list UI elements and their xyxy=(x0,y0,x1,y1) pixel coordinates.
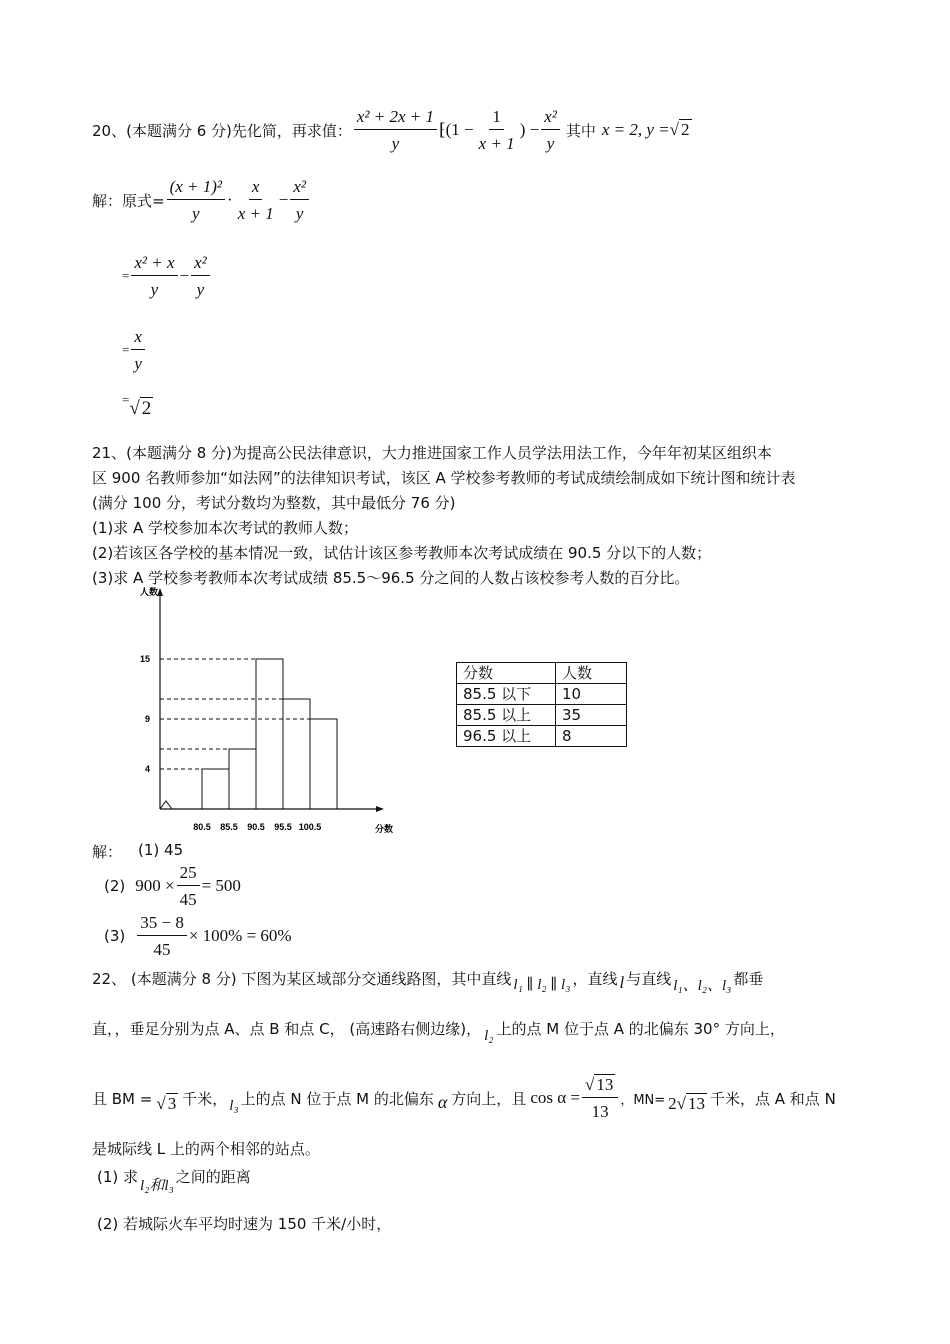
q22-mn-value: 2√ 13 xyxy=(668,1094,705,1114)
q22-alpha: α xyxy=(437,1091,448,1112)
q21-ans3-right: × 100% = 60% xyxy=(188,926,292,946)
q20-solution-step2 xyxy=(122,252,212,301)
q22-line3 xyxy=(92,1074,836,1123)
q20-solution-step4 xyxy=(122,392,153,420)
q20-s4-sqrt: √ 2 xyxy=(129,398,152,419)
q22-bm-sqrt: √ 3 xyxy=(156,1094,177,1114)
q20-expression xyxy=(352,106,562,155)
x-tick-label: 90.5 xyxy=(247,822,265,832)
y-tick-label: 15 xyxy=(139,654,150,664)
q20-values: x = 2, y = xyxy=(601,120,670,140)
histogram-bar xyxy=(310,719,337,809)
q20-s1-f2-den: x + 1 xyxy=(237,204,274,224)
q21-ans2-num: 25 xyxy=(177,862,200,886)
q20-s1-f1-den: y xyxy=(192,204,200,224)
q22-line3e: ，MN= xyxy=(620,1092,666,1108)
q20-s1-f3-num: x² xyxy=(290,176,309,200)
q20-s2-f2-den: y xyxy=(196,280,205,300)
y-tick-label: 4 xyxy=(144,764,150,774)
q20-s4-eq: = xyxy=(122,392,130,407)
table-cell: 96.5 以上 xyxy=(457,726,556,747)
table-header-count: 人数 xyxy=(556,663,627,684)
q20-frac1-den: y xyxy=(391,134,400,154)
q20-s2-f1-num: x² + x xyxy=(131,252,177,276)
table-cell: 10 xyxy=(556,684,627,705)
q20-s1-f3-den: y xyxy=(295,204,304,224)
q22-line1b: ，直线 xyxy=(572,970,618,988)
q22-line2 xyxy=(92,1018,785,1044)
q20-frac2-num: 1 xyxy=(489,106,504,130)
q20-s3-eq: = xyxy=(122,342,130,358)
q21-ans2-label: (2) xyxy=(104,877,126,896)
q20-solution-step3 xyxy=(122,326,147,375)
q20-frac3-den: y xyxy=(546,134,555,154)
histogram-bar xyxy=(202,769,229,809)
y-axis-label: 人数 xyxy=(139,588,158,598)
histogram-chart xyxy=(120,582,410,837)
q22-l: l xyxy=(619,972,625,992)
q21-ans2-left: 900 × xyxy=(135,876,175,896)
q21-ans2-den: 45 xyxy=(179,890,197,910)
q20-s1-dot: · xyxy=(227,190,233,210)
score-table xyxy=(456,662,627,747)
q22-line1a: 22、 (本题满分 8 分) 下图为某区域部分交通线路图，其中直线 xyxy=(92,970,512,988)
q21-answer1 xyxy=(92,841,183,862)
q20-s2-eq: = xyxy=(122,268,130,284)
q21-answer2 xyxy=(104,862,241,911)
histogram-bar xyxy=(229,749,256,809)
table-row xyxy=(457,705,627,726)
q20-s3-num: x xyxy=(131,326,145,350)
q20-frac3-num: x² xyxy=(541,106,560,130)
q22-line2a: 直，，垂足分别为点 A、点 B 和点 C， (高速路右侧边缘)， xyxy=(92,1020,482,1038)
q22-line3b: 千米， xyxy=(182,1089,228,1108)
histogram-layer xyxy=(140,586,393,835)
table-cell: 85.5 以上 xyxy=(457,705,556,726)
q20-sol-label: 解：原式= xyxy=(92,191,165,210)
q20-s2-minus: − xyxy=(179,266,190,286)
q22-line3a: 且 BM = xyxy=(92,1089,153,1108)
q21-ans3-label: (3) xyxy=(104,927,126,946)
q20-frac2-den: x + 1 xyxy=(478,134,515,154)
q21-ans3-num: 35 − 8 xyxy=(137,912,187,936)
q20-where: 其中 xyxy=(565,121,596,140)
q20-frac1-num: x² + 2x + 1 xyxy=(354,106,437,130)
table-cell: 85.5 以下 xyxy=(457,684,556,705)
q22-l-list: l₁、l₂、l₃ xyxy=(673,978,732,994)
q22-item1-math: l₂和l₃ xyxy=(140,1178,174,1194)
q22-line2b: 上的点 M 位于点 A 的北偏东 30° 方向上， xyxy=(496,1020,785,1038)
q21-sol-label: 解： xyxy=(92,843,123,861)
q21-line2: 区 900 名教师参加“如法网”的法律知识考试，该区 A 学校参考教师的考试成绩绘制成如下统计图和统计表 xyxy=(92,469,796,487)
q20-s2-f1-den: y xyxy=(150,280,159,300)
q21-item3: (3)求 A 学校参考教师本次考试成绩 85.5～96.5 分之间的人数占该校参考人数的百分比。 xyxy=(92,569,690,587)
q20-header: 20、(本题满分 6 分)先化简，再求值： xyxy=(92,121,352,140)
q22-l3: l₃ xyxy=(229,1097,239,1114)
q21-ans2-right: = 500 xyxy=(201,876,241,896)
q20-close: ) − xyxy=(519,120,540,140)
q22-item2: (2) 若城际火车平均时速为 150 千米/小时， xyxy=(97,1215,392,1233)
q20-s1-f2-num: x xyxy=(249,176,263,200)
q22-line4: 是城际线 L 上的两个相邻的站点。 xyxy=(92,1140,320,1158)
q22-item1 xyxy=(97,1166,251,1194)
q20-s1-minus: − xyxy=(278,190,289,210)
q21-item1: (1)求 A 学校参加本次考试的教师人数； xyxy=(92,519,359,537)
table-header-score: 分数 xyxy=(457,663,556,684)
q22-line1d: 都垂 xyxy=(733,970,764,988)
q22-cos-left: cos α = xyxy=(530,1088,580,1108)
q22-line1c: 与直线 xyxy=(626,970,672,988)
x-tick-label: 80.5 xyxy=(193,822,211,832)
x-axis-label: 分数 xyxy=(374,825,394,835)
table-row xyxy=(457,726,627,747)
histogram-bar xyxy=(283,699,310,809)
table-row xyxy=(457,684,627,705)
q22-item1b: 之间的距离 xyxy=(175,1168,251,1186)
q20-solution-step1 xyxy=(92,176,311,225)
q20-values-sqrt: √ 2 xyxy=(669,120,690,140)
q22-item1a: (1) 求 xyxy=(97,1168,139,1186)
q20-s2-f2-num: x² xyxy=(191,252,210,276)
q22-line3d: 方向上，且 xyxy=(451,1089,527,1108)
q22-line3f: 千米，点 A 和点 N xyxy=(710,1089,836,1108)
q22-cos-den: 13 xyxy=(591,1102,609,1122)
q21-ans1: (1) 45 xyxy=(138,841,184,859)
x-axis-arrow-icon xyxy=(376,806,384,812)
q20-s1-f1-num: (x + 1)² xyxy=(167,176,225,200)
y-tick-label: 9 xyxy=(144,714,150,724)
q21-line3: (满分 100 分，考试分数均为整数，其中最低分 76 分) xyxy=(92,494,456,512)
q21-line1: 21、(本题满分 8 分)为提高公民法律意识，大力推进国家工作人员学法用法工作，今年年初某区组织本 xyxy=(92,444,772,462)
x-tick-label: 95.5 xyxy=(274,822,292,832)
q20-op: ⁅(1 − xyxy=(439,120,474,140)
table-cell: 35 xyxy=(556,705,627,726)
q22-parallel: l₁ ∥ l₂ ∥ l₃ xyxy=(513,977,571,993)
q20-s3-den: y xyxy=(134,354,142,374)
x-tick-label: 100.5 xyxy=(298,822,322,832)
q22-line3c: 上的点 N 位于点 M 的北偏东 xyxy=(240,1089,434,1108)
q22-line1 xyxy=(92,968,764,994)
histogram-bar xyxy=(256,659,283,809)
q21-item2: (2)若该区各学校的基本情况一致，试估计该区参考教师本次考试成绩在 90.5 分以下的人数； xyxy=(92,544,712,562)
q20-block xyxy=(92,106,692,155)
axis-break-icon xyxy=(160,801,176,809)
table-header-row xyxy=(457,663,627,684)
q22-cos xyxy=(530,1074,620,1123)
x-tick-label: 85.5 xyxy=(220,822,238,832)
q21-answer3 xyxy=(104,912,292,961)
table-cell: 8 xyxy=(556,726,627,747)
q21-ans3-den: 45 xyxy=(153,940,171,960)
q22-l2: l₂ xyxy=(484,1028,494,1044)
q22-cos-num: √ 13 xyxy=(582,1074,618,1098)
